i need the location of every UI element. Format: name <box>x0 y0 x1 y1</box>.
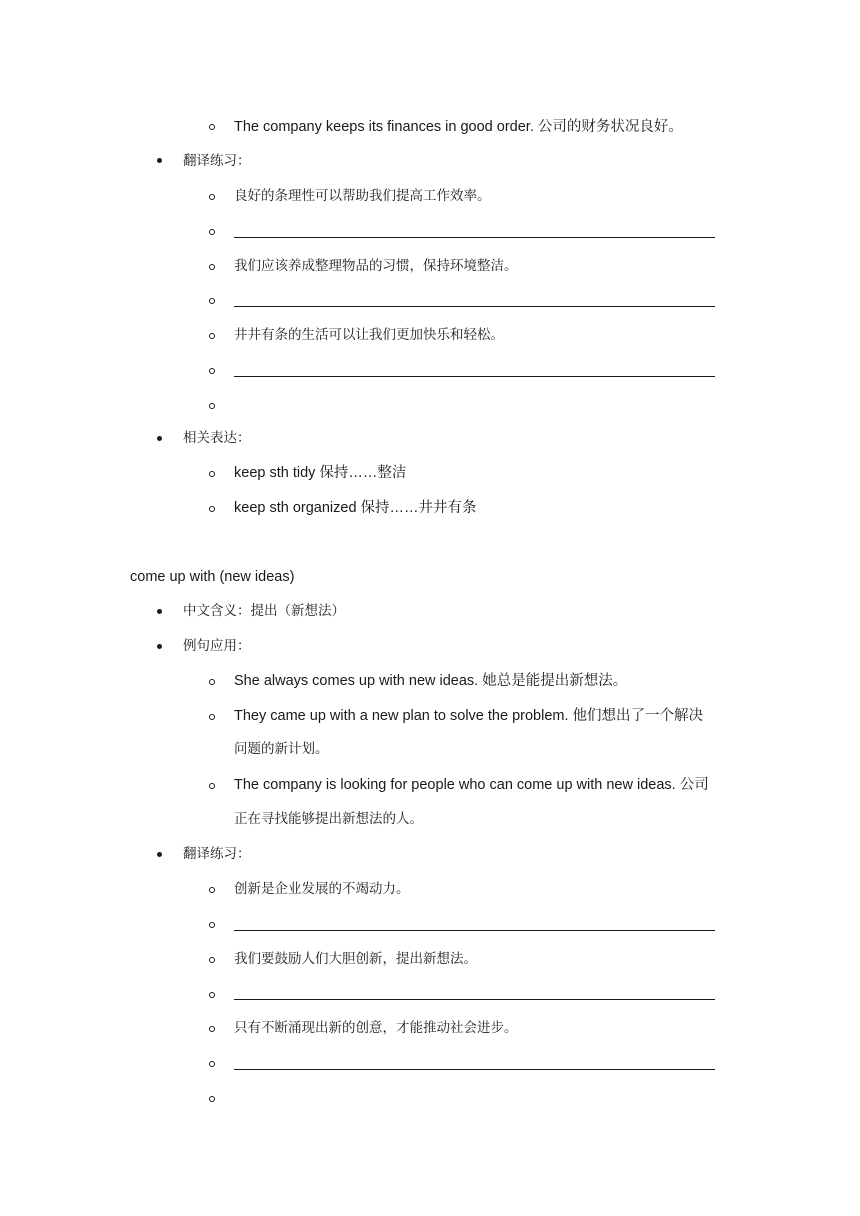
example-sentence: They came up with a new plan to solve the problem. 他们想出了一个解决 <box>234 708 704 724</box>
answer-blank[interactable] <box>234 306 715 307</box>
example-sentence: The company keeps its finances in good order. 公司的财务状况良好。 <box>234 119 683 135</box>
translation-item: 良好的条理性可以帮助我们提高工作效率。 <box>234 188 491 204</box>
related-expression: keep sth tidy 保持……整洁 <box>234 465 407 481</box>
sub-bullet <box>209 1026 215 1032</box>
sub-bullet <box>209 298 215 304</box>
sub-bullet <box>209 194 215 200</box>
sub-bullet <box>209 679 215 685</box>
answer-blank[interactable] <box>234 376 715 377</box>
bullet <box>157 852 162 857</box>
sub-bullet <box>209 1096 215 1102</box>
related-expressions-label: 相关表达： <box>183 430 251 446</box>
answer-blank[interactable] <box>234 237 715 238</box>
translation-item: 我们要鼓励人们大胆创新，提出新想法。 <box>234 951 477 967</box>
sub-bullet <box>209 124 215 130</box>
example-sentence-continued: 正在寻找能够提出新想法的人。 <box>234 811 423 827</box>
sub-bullet <box>209 506 215 512</box>
sub-bullet <box>209 922 215 928</box>
answer-blank[interactable] <box>234 1069 715 1070</box>
phrase-heading: come up with (new ideas) <box>130 569 295 585</box>
translation-practice-label: 翻译练习： <box>183 153 251 169</box>
sub-bullet <box>209 333 215 339</box>
sub-bullet <box>209 471 215 477</box>
sub-bullet <box>209 957 215 963</box>
chinese-meaning: 中文含义：提出（新想法） <box>183 603 345 619</box>
sub-bullet <box>209 783 215 789</box>
sub-bullet <box>209 714 215 720</box>
example-sentence: The company is looking for people who can come up with new ideas. 公司 <box>234 777 709 793</box>
bullet <box>157 609 162 614</box>
related-expression: keep sth organized 保持……井井有条 <box>234 500 477 516</box>
bullet <box>157 436 162 441</box>
answer-blank[interactable] <box>234 999 715 1000</box>
translation-item: 我们应该养成整理物品的习惯，保持环境整洁。 <box>234 258 518 274</box>
translation-item: 创新是企业发展的不竭动力。 <box>234 881 410 897</box>
sub-bullet <box>209 992 215 998</box>
sub-bullet <box>209 264 215 270</box>
sub-bullet <box>209 229 215 235</box>
example-sentence: She always comes up with new ideas. 她总是能提出新想法。 <box>234 673 628 689</box>
sub-bullet <box>209 403 215 409</box>
sub-bullet <box>209 887 215 893</box>
answer-blank[interactable] <box>234 930 715 931</box>
bullet <box>157 158 162 163</box>
bullet <box>157 644 162 649</box>
translation-practice-label: 翻译练习： <box>183 846 251 862</box>
sub-bullet <box>209 1061 215 1067</box>
sub-bullet <box>209 368 215 374</box>
example-sentence-continued: 问题的新计划。 <box>234 741 329 757</box>
translation-item: 只有不断涌现出新的创意，才能推动社会进步。 <box>234 1020 518 1036</box>
example-usage-label: 例句应用： <box>183 638 251 654</box>
translation-item: 井井有条的生活可以让我们更加快乐和轻松。 <box>234 327 504 343</box>
